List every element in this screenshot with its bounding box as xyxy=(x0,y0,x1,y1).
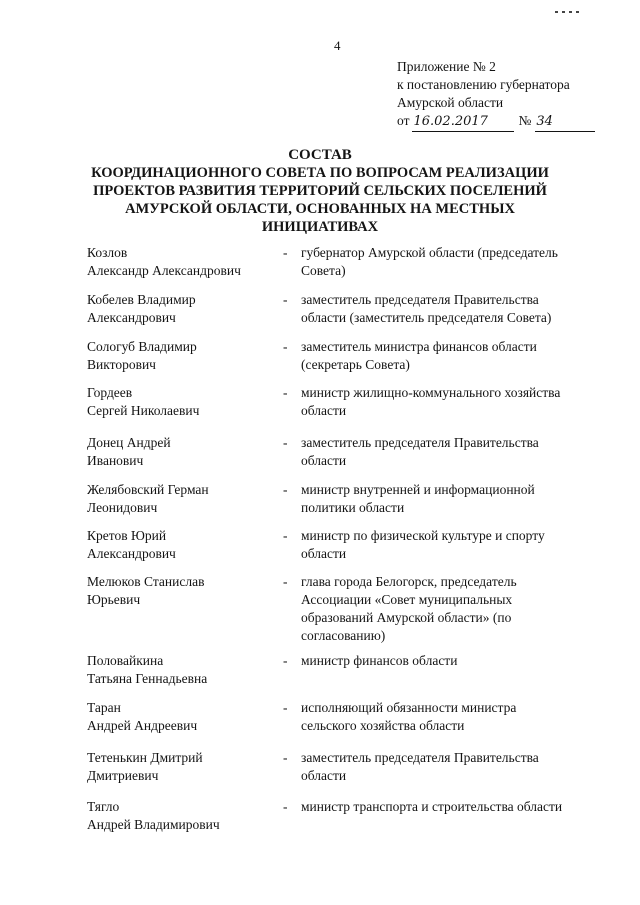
member-given-names: Александрович xyxy=(87,310,176,325)
member-dash: - xyxy=(283,750,288,765)
member-surname: Тетенькин Дмитрий xyxy=(87,750,203,765)
role-line: министр финансов области xyxy=(301,653,458,668)
role-line: исполняющий обязанности министра xyxy=(301,700,517,715)
document-title xyxy=(60,146,580,236)
member-role xyxy=(301,434,606,470)
member-dash: - xyxy=(283,528,288,543)
member-surname: Половайкина xyxy=(87,653,164,668)
role-line: Совета) xyxy=(301,263,346,278)
member-surname: Гордеев xyxy=(87,385,133,400)
appendix-decree-line: к постановлению губернатора xyxy=(397,77,570,92)
role-line: образований Амурской области» (по xyxy=(301,610,512,625)
title-line-3: ПРОЕКТОВ РАЗВИТИЯ ТЕРРИТОРИЙ СЕЛЬСКИХ ПОСЕЛЕНИЙ xyxy=(93,183,547,199)
role-line: министр внутренней и информационной xyxy=(301,482,535,497)
member-role xyxy=(301,699,606,735)
title-line-1: СОСТАВ xyxy=(288,147,352,163)
role-line: области xyxy=(301,403,347,418)
member-surname: Сологуб Владимир xyxy=(87,339,197,354)
member-role xyxy=(301,384,606,420)
member-role xyxy=(301,652,606,670)
page-number: 4 xyxy=(334,38,341,53)
scan-artifact-marks xyxy=(555,0,600,3)
member-name xyxy=(87,699,277,735)
member-name xyxy=(87,749,277,785)
member-role xyxy=(301,481,606,517)
number-label: № xyxy=(518,113,532,128)
role-line: согласованию) xyxy=(301,628,386,643)
member-dash: - xyxy=(283,799,288,814)
member-given-names: Андрей Владимирович xyxy=(87,817,220,832)
member-dash: - xyxy=(283,574,288,589)
appendix-header xyxy=(397,58,595,132)
member-given-names: Александрович xyxy=(87,546,176,561)
role-line: области xyxy=(301,453,347,468)
member-role xyxy=(301,291,606,327)
member-dash: - xyxy=(283,700,288,715)
handwritten-number: 34 xyxy=(535,113,595,132)
role-line: Ассоциации «Совет муниципальных xyxy=(301,592,513,607)
member-given-names: Дмитриевич xyxy=(87,768,159,783)
member-surname: Донец Андрей xyxy=(87,435,171,450)
member-name xyxy=(87,338,277,374)
member-dash: - xyxy=(283,482,288,497)
member-name xyxy=(87,652,277,688)
member-surname: Тягло xyxy=(87,799,120,814)
member-given-names: Татьяна Геннадьевна xyxy=(87,671,208,686)
role-line: заместитель председателя Правительства xyxy=(301,435,539,450)
role-line: заместитель председателя Правительства xyxy=(301,292,539,307)
member-given-names: Леонидович xyxy=(87,500,158,515)
role-line: министр транспорта и строительства области xyxy=(301,799,563,814)
role-line: области xyxy=(301,768,347,783)
title-line-5: ИНИЦИАТИВАХ xyxy=(261,219,379,235)
member-name xyxy=(87,573,277,609)
role-line: политики области xyxy=(301,500,405,515)
role-line: министр жилищно-коммунального хозяйства xyxy=(301,385,561,400)
member-role xyxy=(301,338,606,374)
member-name xyxy=(87,798,277,834)
member-name xyxy=(87,244,277,280)
member-surname: Кобелев Владимир xyxy=(87,292,196,307)
role-line: заместитель председателя Правительства xyxy=(301,750,539,765)
role-line: министр по физической культуре и спорту xyxy=(301,528,545,543)
member-dash: - xyxy=(283,435,288,450)
role-line: (секретарь Совета) xyxy=(301,357,410,372)
member-surname: Таран xyxy=(87,700,121,715)
member-role xyxy=(301,573,606,645)
member-name xyxy=(87,527,277,563)
member-dash: - xyxy=(283,245,288,260)
role-line: заместитель министра финансов области xyxy=(301,339,537,354)
member-surname: Мелюков Станислав xyxy=(87,574,205,589)
member-given-names: Александр Александрович xyxy=(87,263,241,278)
handwritten-date: 16.02.2017 xyxy=(412,113,514,132)
role-line: области xyxy=(301,546,347,561)
member-given-names: Андрей Андреевич xyxy=(87,718,198,733)
member-name xyxy=(87,434,277,470)
member-name xyxy=(87,384,277,420)
member-given-names: Викторович xyxy=(87,357,156,372)
member-surname: Кретов Юрий xyxy=(87,528,167,543)
appendix-reference-line xyxy=(397,112,595,132)
member-dash: - xyxy=(283,339,288,354)
role-line: губернатор Амурской области (председатель xyxy=(301,245,558,260)
member-role xyxy=(301,749,606,785)
member-dash: - xyxy=(283,385,288,400)
member-role xyxy=(301,798,606,816)
member-given-names: Сергей Николаевич xyxy=(87,403,200,418)
role-line: области (заместитель председателя Совета) xyxy=(301,310,552,325)
member-dash: - xyxy=(283,292,288,307)
appendix-region-line: Амурской области xyxy=(397,95,504,110)
role-line: сельского хозяйства области xyxy=(301,718,465,733)
member-role xyxy=(301,527,606,563)
member-given-names: Иванович xyxy=(87,453,144,468)
member-surname: Желябовский Герман xyxy=(87,482,209,497)
member-name xyxy=(87,481,277,517)
member-role xyxy=(301,244,606,280)
member-name xyxy=(87,291,277,327)
member-surname: Козлов xyxy=(87,245,128,260)
title-line-4: АМУРСКОЙ ОБЛАСТИ, ОСНОВАННЫХ НА МЕСТНЫХ xyxy=(125,201,515,217)
role-line: глава города Белогорск, председатель xyxy=(301,574,517,589)
from-label: от xyxy=(397,113,410,128)
appendix-title: Приложение № 2 xyxy=(397,59,496,74)
member-given-names: Юрьевич xyxy=(87,592,141,607)
title-line-2: КООРДИНАЦИОННОГО СОВЕТА ПО ВОПРОСАМ РЕАЛИЗАЦИИ xyxy=(91,165,549,181)
member-dash: - xyxy=(283,653,288,668)
